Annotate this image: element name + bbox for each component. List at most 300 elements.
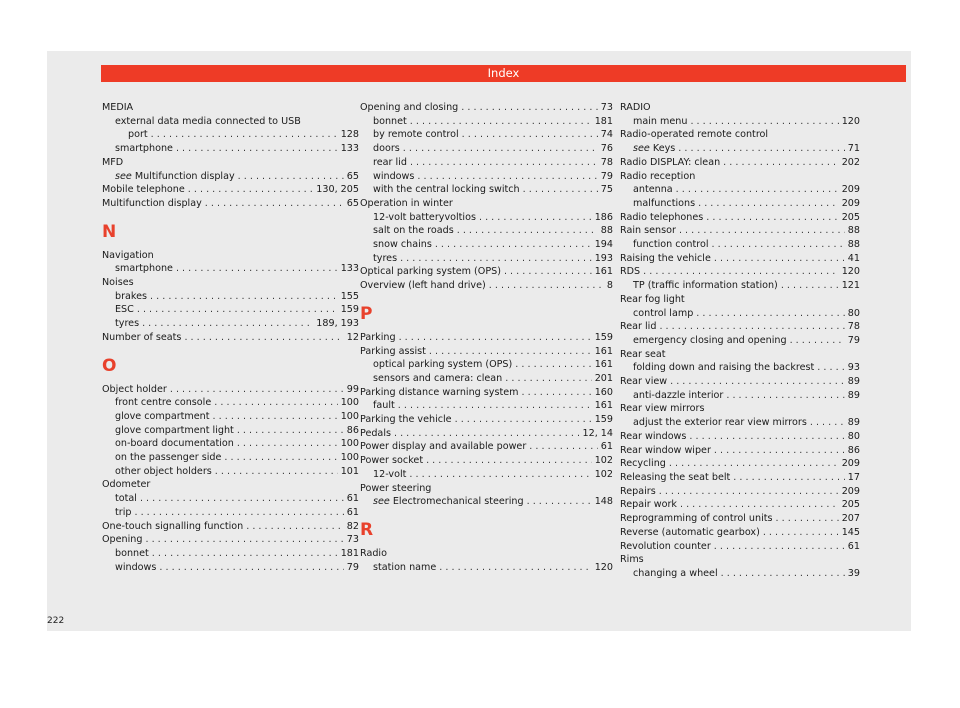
index-entry <box>360 101 613 115</box>
index-column-2 <box>360 101 613 574</box>
index-entry-text: front centre console <box>115 397 212 409</box>
index-entry-text: function control <box>633 239 709 251</box>
index-entry <box>360 331 613 345</box>
dot-leader <box>137 303 338 317</box>
index-entry-page: 12, 14 <box>582 427 613 439</box>
index-entry <box>360 440 613 454</box>
index-entry-text: glove compartment <box>115 410 210 422</box>
dot-leader <box>238 170 344 184</box>
index-entry-text: bonnet <box>115 547 149 559</box>
dot-leader <box>410 156 598 170</box>
dot-leader <box>400 252 592 266</box>
index-entry-page: 89 <box>847 376 860 388</box>
index-entry <box>620 485 860 499</box>
index-heading: Radio reception <box>620 170 696 182</box>
dot-leader <box>504 265 592 279</box>
index-entry-page: 120 <box>594 561 613 573</box>
index-entry-text: Pedals <box>360 427 391 439</box>
index-entry-text: main menu <box>633 115 688 127</box>
dot-leader <box>435 238 592 252</box>
index-entry <box>620 471 860 485</box>
index-entry-page: 65 <box>346 197 359 209</box>
dot-leader <box>140 492 344 506</box>
index-heading: Power steering <box>360 482 432 494</box>
dot-leader <box>426 454 592 468</box>
index-entry <box>360 265 613 279</box>
index-entry <box>620 224 860 238</box>
index-entry <box>102 170 359 184</box>
index-entry-text: folding down and raising the backrest <box>633 362 815 374</box>
index-entry-text: smartphone <box>115 143 173 155</box>
index-entry <box>102 561 359 575</box>
dot-leader <box>714 252 845 266</box>
dot-leader <box>527 495 592 509</box>
index-entry <box>102 547 359 561</box>
index-entry-text: bonnet <box>373 115 407 127</box>
index-entry-text: Mobile telephone <box>102 184 185 196</box>
index-entry-page: 79 <box>847 334 860 346</box>
index-section-letter: N <box>102 221 117 242</box>
index-entry <box>102 437 359 451</box>
dot-leader <box>810 416 845 430</box>
dot-leader <box>669 457 839 471</box>
index-entry-page: 207 <box>841 513 860 525</box>
index-entry <box>360 372 613 386</box>
index-entry-page: 130, 205 <box>316 184 359 196</box>
dot-leader <box>184 331 343 345</box>
index-entry <box>102 290 359 304</box>
index-entry-page: 80 <box>847 307 860 319</box>
dot-leader <box>781 279 839 293</box>
index-entry-text: windows <box>373 170 415 182</box>
index-entry <box>620 444 860 458</box>
dot-leader <box>776 512 839 526</box>
index-entry-text: Power socket <box>360 455 424 467</box>
index-entry <box>102 262 359 276</box>
dot-leader <box>817 361 844 375</box>
index-entry-page: 181 <box>594 115 613 127</box>
dot-leader <box>461 101 598 115</box>
dot-leader <box>643 265 839 279</box>
dot-leader <box>479 211 592 225</box>
index-entry-text: on-board documentation <box>115 438 234 450</box>
index-entry-text: Opening <box>102 534 143 546</box>
index-entry-page: 193 <box>594 252 613 264</box>
index-entry <box>102 506 359 520</box>
index-entry <box>360 142 613 156</box>
dot-leader <box>733 471 845 485</box>
dot-leader <box>670 375 845 389</box>
index-entry-text: other object holders <box>115 465 212 477</box>
index-entry <box>360 468 613 482</box>
index-entry-text: Keys <box>652 143 676 155</box>
index-entry <box>102 331 359 345</box>
index-entry-page: 205 <box>841 211 860 223</box>
index-heading: Rear fog light <box>620 293 685 305</box>
index-entry-page: 160 <box>594 386 613 398</box>
dot-leader <box>790 334 845 348</box>
dot-leader <box>237 424 344 438</box>
dot-leader <box>237 437 338 451</box>
index-entry-page: 202 <box>841 156 860 168</box>
index-heading: Operation in winter <box>360 197 453 209</box>
dot-leader <box>680 498 839 512</box>
index-heading: Radio <box>360 547 387 559</box>
index-entry-text: Multifunction display <box>134 170 235 182</box>
dot-leader <box>706 211 838 225</box>
index-heading: RADIO <box>620 102 651 113</box>
index-entry-text: emergency closing and opening <box>633 334 787 346</box>
index-entry-page: 61 <box>346 493 359 505</box>
index-entry <box>102 183 359 197</box>
index-entry-text: Repairs <box>620 485 656 497</box>
index-entry <box>102 197 359 211</box>
see-reference-label: see <box>373 496 390 508</box>
index-entry-page: 41 <box>847 252 860 264</box>
index-entry-text: Optical parking system (OPS) <box>360 266 501 278</box>
dot-leader <box>712 238 845 252</box>
index-entry-page: 186 <box>594 211 613 223</box>
index-entry-page: 145 <box>841 526 860 538</box>
index-entry <box>102 383 359 397</box>
index-entry-text: ESC <box>115 304 134 316</box>
index-entry-page: 65 <box>346 170 359 182</box>
dot-leader <box>176 262 338 276</box>
index-entry-text: smartphone <box>115 263 173 275</box>
index-entry-text: RDS <box>620 266 641 278</box>
dot-leader <box>723 156 839 170</box>
index-entry <box>620 320 860 334</box>
index-entry-page: 100 <box>340 410 359 422</box>
dot-leader <box>521 386 591 400</box>
dot-leader <box>394 427 580 441</box>
index-entry-text: doors <box>373 143 400 155</box>
index-entry <box>620 416 860 430</box>
index-entry <box>620 279 860 293</box>
index-entry-text: Releasing the seat belt <box>620 471 731 483</box>
index-entry-page: 99 <box>346 383 359 395</box>
index-entry-text: Multifunction display <box>102 197 202 209</box>
index-entry-text: station name <box>373 561 437 573</box>
dot-leader <box>145 533 343 547</box>
index-entry <box>360 386 613 400</box>
index-entry <box>620 197 860 211</box>
index-heading: Noises <box>102 277 134 289</box>
index-entry-page: 133 <box>340 143 359 155</box>
index-entry-page: 76 <box>600 143 613 155</box>
index-entry-text: 12-volt batteryvoltios <box>373 211 476 223</box>
index-heading: MEDIA <box>102 102 134 113</box>
index-entry-page: 205 <box>841 499 860 511</box>
dot-leader <box>505 372 591 386</box>
see-reference-label: see <box>633 143 650 155</box>
dot-leader <box>214 396 337 410</box>
index-entry-page: 159 <box>594 331 613 343</box>
dot-leader <box>176 142 338 156</box>
dot-leader <box>409 468 591 482</box>
dot-leader <box>659 485 839 499</box>
index-entry-text: Electromechanical steering <box>392 496 524 508</box>
index-entry <box>102 520 359 534</box>
index-entry-page: 71 <box>847 143 860 155</box>
dot-leader <box>489 279 604 293</box>
index-entry-page: 75 <box>600 184 613 196</box>
index-entry-page: 61 <box>346 506 359 518</box>
index-entry-text: Revolution counter <box>620 540 711 552</box>
index-entry <box>620 156 860 170</box>
index-entry <box>360 238 613 252</box>
index-entry <box>360 345 613 359</box>
index-entry <box>102 465 359 479</box>
dot-leader <box>134 506 343 520</box>
index-entry-text: Parking the vehicle <box>360 414 452 426</box>
index-entry-text: control lamp <box>633 307 694 319</box>
index-entry-page: 74 <box>600 129 613 141</box>
index-entry-page: 101 <box>340 465 359 477</box>
index-entry-text: glove compartment light <box>115 424 234 436</box>
index-entry-text: Reverse (automatic gearbox) <box>620 526 760 538</box>
dot-leader <box>410 115 592 129</box>
index-entry-page: 161 <box>594 359 613 371</box>
index-heading: Radio-operated remote control <box>620 129 769 141</box>
index-entry-page: 79 <box>346 561 359 573</box>
index-entry-page: 79 <box>600 170 613 182</box>
index-entry <box>360 211 613 225</box>
index-entry <box>620 512 860 526</box>
index-entry-page: 93 <box>847 362 860 374</box>
index-entry-text: total <box>115 493 137 505</box>
page-number: 222 <box>47 616 65 626</box>
index-entry-page: 89 <box>847 389 860 401</box>
dot-leader <box>689 430 844 444</box>
index-entry-page: 102 <box>594 455 613 467</box>
index-entry-page: 8 <box>606 280 613 292</box>
index-entry-text: 12-volt <box>373 468 407 480</box>
dot-leader <box>678 142 845 156</box>
index-heading: MFD <box>102 156 124 168</box>
index-entry-page: 73 <box>346 534 359 546</box>
dot-leader <box>398 399 592 413</box>
index-entry <box>620 457 860 471</box>
dot-leader <box>150 290 338 304</box>
index-entry <box>620 211 860 225</box>
index-entry-text: by remote control <box>373 129 459 141</box>
index-entry-text: changing a wheel <box>633 567 718 579</box>
index-entry-text: adjust the exterior rear view mirrors <box>633 417 807 429</box>
index-entry <box>360 128 613 142</box>
index-entry-page: 82 <box>346 520 359 532</box>
index-entry <box>102 451 359 465</box>
dot-leader <box>721 567 845 581</box>
index-entry <box>360 358 613 372</box>
dot-leader <box>246 520 344 534</box>
index-entry-page: 181 <box>340 547 359 559</box>
dot-leader <box>462 128 598 142</box>
dot-leader <box>714 540 845 554</box>
dot-leader <box>403 142 598 156</box>
index-entry <box>360 413 613 427</box>
index-entry-text: on the passenger side <box>115 452 222 464</box>
index-entry <box>102 142 359 156</box>
index-entry <box>620 238 860 252</box>
index-heading: Odometer <box>102 479 151 491</box>
index-entry <box>620 375 860 389</box>
index-entry-text: snow chains <box>373 239 432 251</box>
index-entry-text: One-touch signalling function <box>102 520 244 532</box>
index-section-letter: P <box>360 303 373 324</box>
index-heading: Navigation <box>102 249 154 261</box>
index-entry-page: 88 <box>600 225 613 237</box>
index-entry-text: brakes <box>115 290 148 302</box>
index-entry-page: 86 <box>847 444 860 456</box>
index-entry-page: 100 <box>340 438 359 450</box>
index-entry-page: 73 <box>600 102 613 113</box>
index-entry-text: Rear window wiper <box>620 444 711 456</box>
index-entry-page: 86 <box>346 424 359 436</box>
index-entry-page: 88 <box>847 239 860 251</box>
index-entry-page: 148 <box>594 496 613 508</box>
index-entry-text: tyres <box>373 252 398 264</box>
dot-leader <box>213 410 338 424</box>
index-heading: Rear view mirrors <box>620 403 705 415</box>
index-entry-page: 100 <box>340 397 359 409</box>
index-entry <box>620 252 860 266</box>
index-entry-page: 201 <box>594 372 613 384</box>
index-entry <box>360 454 613 468</box>
dot-leader <box>151 128 338 142</box>
index-entry <box>360 224 613 238</box>
dot-leader <box>188 183 313 197</box>
index-entry <box>360 561 613 575</box>
index-entry-text: Parking distance warning system <box>360 386 519 398</box>
index-entry-page: 161 <box>594 266 613 278</box>
index-entry <box>620 115 860 129</box>
index-entry-page: 39 <box>847 567 860 579</box>
index-entry-page: 61 <box>600 441 613 453</box>
index-entry <box>102 128 359 142</box>
index-entry-page: 17 <box>847 471 860 483</box>
index-entry-text: salt on the roads <box>373 225 454 237</box>
index-entry-text: Power display and available power <box>360 441 527 453</box>
index-entry <box>102 492 359 506</box>
dot-leader <box>529 440 598 454</box>
dot-leader <box>142 317 313 331</box>
index-entry-page: 121 <box>841 280 860 292</box>
index-entry <box>360 399 613 413</box>
index-entry-page: 12 <box>346 331 359 343</box>
dot-leader <box>439 561 591 575</box>
index-entry-page: 209 <box>841 184 860 196</box>
index-entry <box>102 410 359 424</box>
index-heading: Rear seat <box>620 348 666 360</box>
index-entry-text: windows <box>115 561 157 573</box>
dot-leader <box>763 526 839 540</box>
dot-leader <box>714 444 845 458</box>
index-entry-text: trip <box>115 506 132 518</box>
index-entry-text: fault <box>373 400 395 412</box>
index-column-3 <box>620 101 860 581</box>
index-entry-text: Reprogramming of control units <box>620 513 773 525</box>
index-entry <box>102 303 359 317</box>
index-entry <box>360 183 613 197</box>
index-entry-text: with the central locking switch <box>373 184 520 196</box>
index-entry-page: 120 <box>841 266 860 278</box>
dot-leader <box>523 183 598 197</box>
dot-leader <box>679 224 845 238</box>
index-entry-page: 194 <box>594 239 613 251</box>
index-heading: Rims <box>620 554 644 566</box>
index-entry <box>620 142 860 156</box>
index-column-1 <box>102 101 359 574</box>
index-entry-page: 100 <box>340 452 359 464</box>
dot-leader <box>417 170 597 184</box>
dot-leader <box>455 413 592 427</box>
index-entry <box>620 430 860 444</box>
index-entry-text: Raising the vehicle <box>620 252 711 264</box>
index-entry <box>620 526 860 540</box>
index-entry-text: TP (traffic information station) <box>633 280 778 292</box>
index-page <box>47 51 911 631</box>
index-entry-text: Object holder <box>102 383 167 395</box>
index-entry <box>360 279 613 293</box>
index-entry-text: Number of seats <box>102 331 182 343</box>
index-entry-text: tyres <box>115 318 140 330</box>
index-entry-text: anti-dazzle interior <box>633 389 724 401</box>
index-heading: external data media connected to USB <box>115 115 301 127</box>
index-entry-page: 78 <box>600 156 613 168</box>
index-entry-text: Repair work <box>620 499 677 511</box>
index-entry <box>102 424 359 438</box>
index-entry-page: 128 <box>340 129 359 141</box>
index-entry-text: Rear view <box>620 376 668 388</box>
index-entry <box>620 307 860 321</box>
index-entry-page: 120 <box>841 115 860 127</box>
index-entry-page: 159 <box>340 304 359 316</box>
index-entry-page: 209 <box>841 458 860 470</box>
index-entry-page: 80 <box>847 430 860 442</box>
index-entry-page: 209 <box>841 485 860 497</box>
index-entry <box>360 156 613 170</box>
index-entry <box>620 540 860 554</box>
dot-leader <box>429 345 592 359</box>
index-entry-text: Recycling <box>620 458 666 470</box>
index-entry-page: 155 <box>340 290 359 302</box>
index-header-banner: Index <box>101 65 906 82</box>
index-entry <box>360 427 613 441</box>
index-entry-page: 61 <box>847 540 860 552</box>
index-entry <box>360 252 613 266</box>
index-entry <box>620 334 860 348</box>
index-entry-page: 189, 193 <box>316 318 359 330</box>
index-entry-page: 102 <box>594 468 613 480</box>
index-entry-page: 159 <box>594 414 613 426</box>
index-section-letter: O <box>102 355 117 376</box>
dot-leader <box>696 307 844 321</box>
index-entry-page: 133 <box>340 263 359 275</box>
index-entry-page: 209 <box>841 197 860 209</box>
index-entry <box>102 317 359 331</box>
index-entry-text: Rear lid <box>620 321 657 333</box>
index-entry-text: rear lid <box>373 156 407 168</box>
index-entry-page: 78 <box>847 321 860 333</box>
index-section-letter: R <box>360 519 374 540</box>
dot-leader <box>215 465 338 479</box>
dot-leader <box>726 389 844 403</box>
index-entry-page: 161 <box>594 400 613 412</box>
index-entry <box>102 396 359 410</box>
index-entry <box>360 495 613 509</box>
dot-leader <box>205 197 344 211</box>
